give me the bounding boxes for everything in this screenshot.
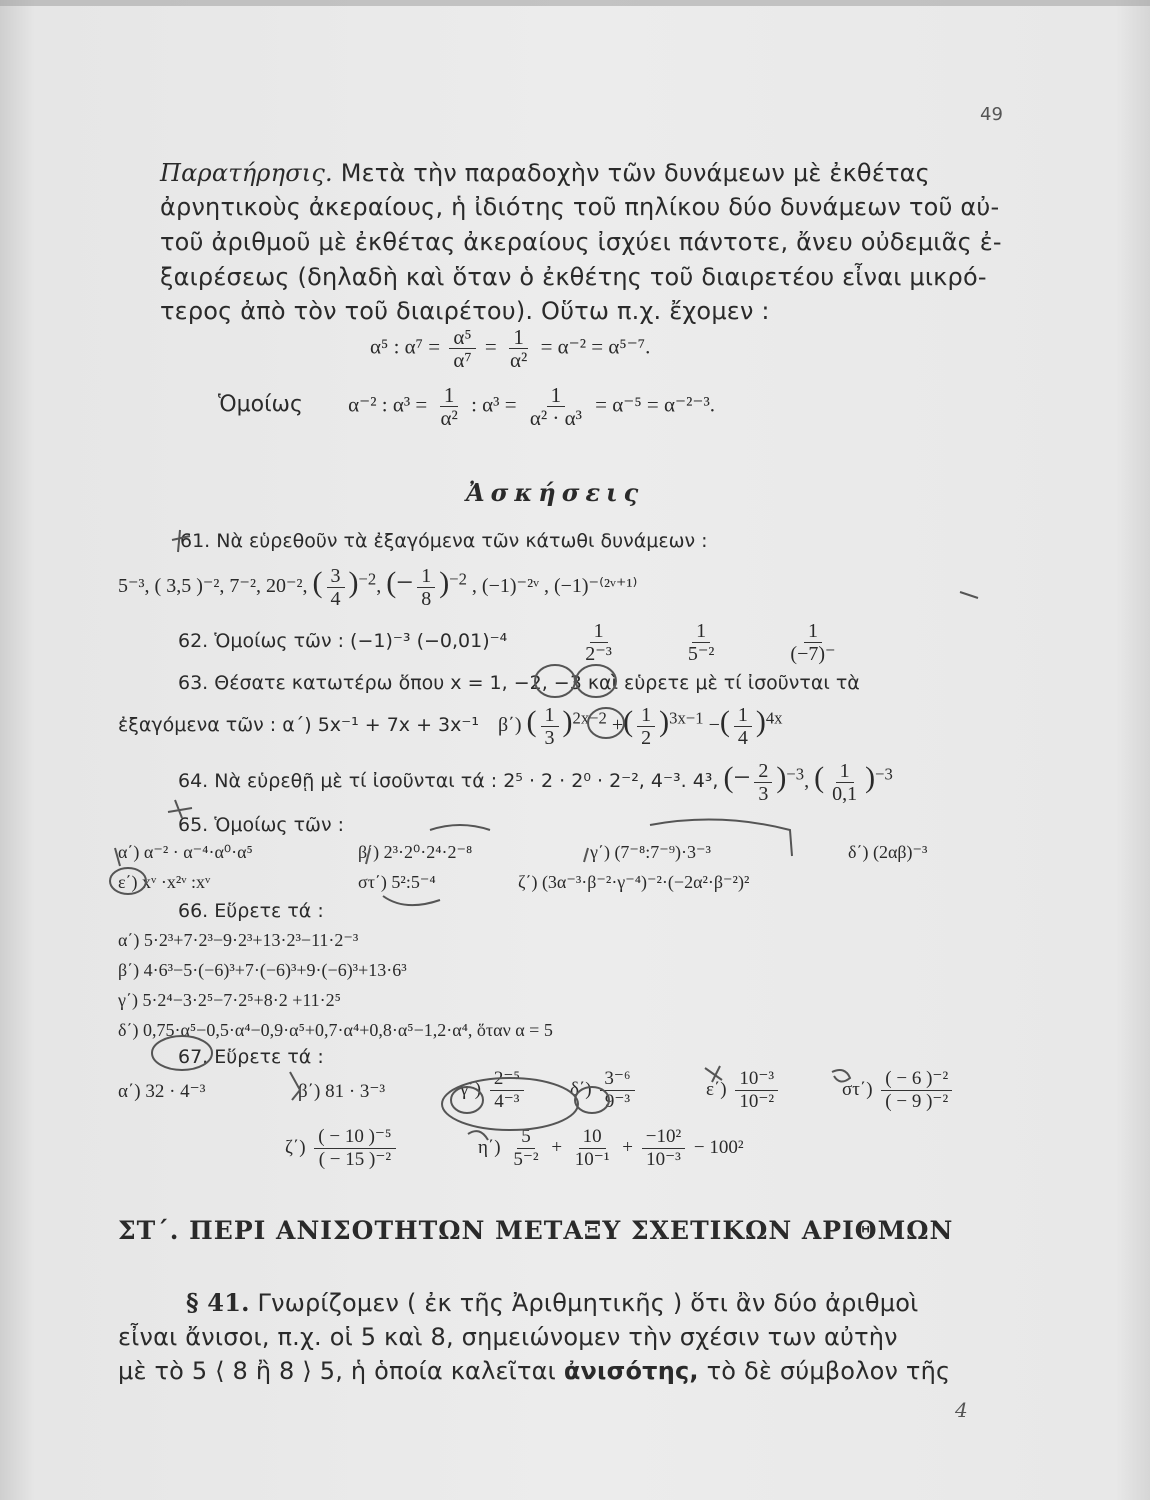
ex67-h-frac1-num: 5 [517,1126,535,1149]
eq2-label: Ὁμοίως [218,392,303,418]
ex64-text: 64. Νὰ εὑρεθῇ μὲ τί ἰσοῦνται τά : 2⁵ · 2 · 2⁰ · 2⁻², 4⁻³. 4³, [178,770,719,793]
ex63-frac2-num: 1 [637,704,655,727]
ex67-d [570,1068,639,1113]
ex61-frac1-num: 3 [327,565,345,588]
ex67-a: α΄) 32 · 4⁻³ [118,1081,206,1102]
ex65-title: 65. Ὁμοίως τῶν : [178,814,345,836]
ex67-b: β΄) 81 · 3⁻³ [298,1081,386,1102]
ex64-frac1-den: 3 [758,783,769,805]
ex64-frac2-num: 1 [836,760,854,783]
ex65-row2-b: στ΄) 5²:5⁻⁴ [358,872,436,892]
remark-line-3: τοῦ ἀριθμοῦ μὲ ἐκθέτας ἀκεραίους ἰσχύει πάντοτε, ἄνευ οὐδεμιᾶς ἐ- [160,228,1002,256]
ex63-frac3-exp: 4x [765,708,783,728]
ex62-frac3-den: (−7)⁻ [790,643,836,665]
ex67-h-frac2-num: 10 [579,1126,606,1149]
ex67-e [706,1068,782,1113]
eq1-frac2-num: 1 [509,326,528,349]
pencil-mark-c [584,848,588,862]
ex61-frac1-den: 4 [330,588,341,610]
eq1-frac1-num: α⁵ [449,326,475,349]
exercises-title: Ἀσκήσεις [466,478,645,507]
ex67-g-num: 2⁻⁵ [490,1068,524,1091]
ex65-row1-a: α΄) α⁻² · α⁻⁴·α⁰·α⁵ [118,842,253,862]
ex61-frac2-num: 1 [417,565,435,588]
pencil-dash [960,592,978,598]
ex64-frac1-num: 2 [754,760,772,783]
ex61-line2: 5⁻³, ( 3,5 )⁻², 7⁻², 20⁻², ( $\frac{3}{4}$ )$^{-2}$, (− $\frac{1}{8}$ )$^{-2}$ , (−1)⁻²ᵛ , (−1)⁻⁽²ᵛ⁺¹⁾ [118,565,638,610]
eq2-frac1-num: 1 [440,384,459,407]
ex66-d: δ΄) 0,75·α⁵−0,5·α⁴−0,9·α⁵+0,7·α⁴+0,8·α⁵−1,2·α⁴, ὅταν α = 5 [118,1020,553,1040]
ex64-line: 64. Νὰ εὑρεθῇ μὲ τί ἰσοῦνται τά : 2⁵ · 2 · 2⁰ · 2⁻², 4⁻³. 4³, (− $\frac{2}{3}$ )$^{-3}$, ( $\frac{1}{0,1}$ )$^{-3}$ [178,760,893,805]
eq2-lhs: α⁻² : α³ = [348,392,428,417]
section-heading: ΣΤ΄. ΠΕΡΙ ΑΝΙΣΟΤΗΤΩΝ ΜΕΤΑΞΥ ΣΧΕΤΙΚΩΝ ΑΡΙΘΜΩΝ [118,1216,954,1245]
ex67-e-num: 10⁻³ [735,1068,778,1091]
ex67-d-den: 9⁻³ [604,1091,631,1112]
eq1-frac2-den: α² [510,348,528,372]
ex64-frac1-exp: −3 [786,764,805,784]
section41-line1 [186,1286,918,1320]
remark-label: Παρατήρησις. [160,159,333,187]
ex65-row1-b: β΄) 2³·2⁰·2⁴·2⁻⁸ [358,842,473,862]
remark-text-1: Μετὰ τὴν παραδοχὴν τῶν δυνάμεων μὲ ἐκθέτας [340,159,930,187]
eq2-frac2-num: 1 [547,384,566,407]
ex67-z [285,1126,400,1171]
ex65-row2-a: ε΄) xᵛ ·x²ᵛ :xᵛ [118,872,211,892]
ex67-d-num: 3⁻⁶ [600,1068,634,1091]
ex67-h-frac2-den: 10⁻¹ [574,1149,610,1170]
ex67-z-den: ( − 15 )⁻² [318,1149,392,1170]
remark-line-5: τερος ἀπὸ τὸν τοῦ διαιρέτου). Οὕτω π.χ. ἔχομεν : [160,297,770,325]
ex67-z-num: ( − 10 )⁻⁵ [314,1126,395,1149]
ex62-text: 62. Ὁμοίως τῶν : (−1)⁻³ (−0,01)⁻⁴ [178,630,508,653]
ex62-frac1-num: 1 [590,620,608,643]
ex67-h-frac1-den: 5⁻² [513,1149,539,1170]
ex63-frac1-num: 1 [541,704,559,727]
ex65-row1-c: γ΄) (7⁻⁸:7⁻⁹)·3⁻³ [590,842,711,862]
ex67-h-label: η΄) [478,1136,501,1158]
ex66-a: α΄) 5·2³+7·2³−9·2³+13·2³−11·2⁻³ [118,930,359,950]
ex67-st-den: ( − 9 )⁻² [885,1091,949,1112]
equation-2 [218,384,715,429]
eq2-rhs: = α⁻⁵ = α⁻²⁻³. [595,392,716,417]
eq2-frac1-den: α² [440,406,458,430]
ex67-e-den: 10⁻² [739,1091,775,1112]
ex64-frac2-exp: −3 [875,764,893,784]
ex61-powers: 5⁻³, ( 3,5 )⁻², 7⁻², 20⁻², [118,575,308,598]
equation-1: α⁵ : α⁷ = $\frac{\text{α⁵}}{\text{α⁷}}$ = $\frac{1}{\text{α²}}$ = α⁻² = α⁵⁻⁷. [370,325,651,372]
eq2-frac2-den: α² · α³ [529,406,582,430]
ex67-h: η΄) $\frac{5}{\text{5⁻²}}$ + $\frac{10}{\text{10⁻¹}}$ + $\frac{\text{−10²}}{\text{10⁻³}}$ − 100² [478,1126,744,1170]
ex67-e-label: ε΄) [706,1078,727,1100]
ex67-st-label: στ΄) [842,1078,873,1100]
remark-line-4: ξαιρέσεως (δηλαδὴ καὶ ὅταν ὁ ἐκθέτης τοῦ διαιρετέου εἶναι μικρό- [160,263,987,291]
remark-line-2: ἀρνητικοὺς ἀκεραίους, ἡ ἰδιότης τοῦ πηλίκου δύο δυνάμεων τοῦ αὐ- [160,193,1000,221]
ex62-frac2-den: 5⁻² [687,643,715,665]
ex67-h-tail: − 100² [693,1136,744,1158]
ex63-frac2-den: 2 [641,727,652,749]
pencil-arc-b [430,825,490,830]
section41-text-3c: τὸ δὲ σύμβολον τῆς [706,1357,951,1385]
ex63-frac2-exp: 3x−1 [669,708,704,728]
ex63-frac3-num: 1 [734,704,752,727]
ex62-frac2-num: 1 [692,620,710,643]
ex67-g [460,1068,528,1113]
ex66-b: β΄) 4·6³−5·(−6)³+7·(−6)³+9·(−6)³+13·6³ [118,960,407,980]
section41-text-3a: μὲ τὸ 5 ⟨ 8 ἢ 8 ⟩ 5, ἡ ὁποία καλεῖται [118,1357,556,1385]
section41-line2: εἶναι ἄνισοι, π.χ. οἱ 5 καὶ 8, σημειώνομεν τὴν σχέσιν των αὐτὴν [118,1323,898,1351]
pencil-underline-st [383,896,440,905]
ex66-title: 66. Εὕρετε τά : [178,900,324,922]
page-number: 49 [980,104,1003,125]
ex65-row2-c: ζ΄) (3α⁻³·β⁻²·γ⁻⁴)⁻²·(−2α²·β⁻²)² [518,872,750,892]
ex62-line [178,620,844,665]
ex63-frac1-den: 3 [544,727,555,749]
ex61-line1: 61. Νὰ εὑρεθοῦν τὰ ἐξαγόμενα τῶν κάτωθι δυνάμεων : [180,530,708,552]
footer-signature-mark: 4 [955,1398,968,1422]
ex61-frac2-exp: −2 [449,569,467,589]
ex63-part-a: ἐξαγόμενα τῶν : α΄) 5x⁻¹ + 7x + 3x⁻¹ [118,714,479,737]
remark-line-1 [160,156,930,190]
ex64-frac2-den: 0,1 [832,783,858,805]
section41-text-1: Γνωρίζομεν ( ἐκ τῆς Ἀριθμητικῆς ) ὅτι ἂν δύο ἀριθμοὶ [257,1289,919,1317]
ex63-line1: 63. Θέσατε κατωτέρω ὅπου x = 1, −2, −3 καὶ εὑρετε μὲ τί ἰσοῦνται τὰ [178,672,860,694]
ex63-line2: ἐξαγόμενα τῶν : α΄) 5x⁻¹ + 7x + 3x⁻¹ β΄) ( $\frac{1}{3}$ )$^{2x-2}$ +( $\frac{1}{2}$ )$^{3x-1}$ −( $\frac{1}{4}$ )$^{4x}$ [118,704,783,749]
ex63-frac3-den: 4 [737,727,748,749]
ex62-frac3-num: 1 [804,620,822,643]
ex63-part-b-label: β΄) [498,714,522,737]
ex66-c: γ΄) 5·2⁴−3·2⁵−7·2⁵+8·2 +11·2⁵ [118,990,341,1010]
ex67-h-frac3-num: −10² [642,1126,685,1149]
ex63-frac1-exp: 2x−2 [572,708,607,728]
ex67-z-label: ζ΄) [285,1136,306,1158]
ex65-row1-d: δ΄) (2αβ)⁻³ [848,842,928,862]
section41-line3 [118,1354,950,1388]
eq1-frac1-den: α⁷ [453,348,472,372]
eq1-lhs: α⁵ : α⁷ = [370,334,441,359]
ex67-title: 67. Εὕρετε τά : [178,1046,324,1068]
eq2-mid: : α³ = [471,392,517,417]
ex62-frac1-den: 2⁻³ [585,643,612,665]
ex67-g-label: γ΄) [460,1078,482,1100]
ex61-frac2-den: 8 [421,588,432,610]
ex67-st-num: ( − 6 )⁻² [881,1068,952,1091]
ex67-h-frac3-den: 10⁻³ [646,1149,681,1170]
ex67-g-den: 4⁻³ [494,1091,520,1112]
ex61-tail: , (−1)⁻²ᵛ , (−1)⁻⁽²ᵛ⁺¹⁾ [471,575,638,598]
ex67-st [842,1068,956,1113]
section41-term: ἀνισότης, [563,1357,699,1385]
section41-number: § 41. [186,1288,250,1317]
eq1-rhs: = α⁻² = α⁵⁻⁷. [540,334,651,359]
ex67-d-label: δ΄) [570,1078,592,1100]
ex61-frac1-exp: −2 [358,569,377,589]
scan-edge [0,0,1150,6]
